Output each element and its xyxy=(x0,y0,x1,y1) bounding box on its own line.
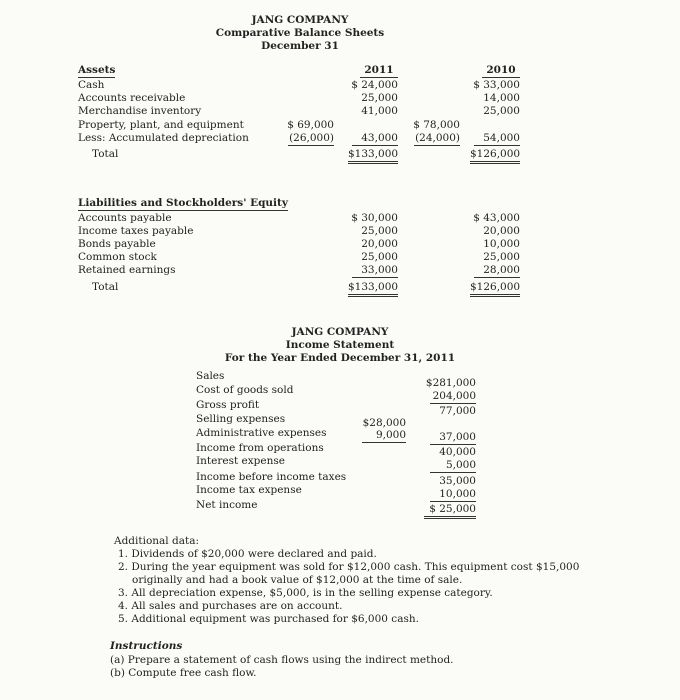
income-label-gross: Gross profit xyxy=(196,399,260,411)
assets-total-label: Total xyxy=(92,148,119,160)
asset-2011-cash: $ 24,000 xyxy=(351,79,398,91)
income-sales: $281,000 xyxy=(425,377,476,389)
asset-label-accum-dep: Less: Accumulated depreciation xyxy=(78,132,249,144)
year-2010-header: 2010 xyxy=(482,64,520,78)
asset-label-ar: Accounts receivable xyxy=(78,92,186,104)
income-label-admin: Administrative expenses xyxy=(196,427,327,439)
asset-2011-ppe-net: 43,000 xyxy=(352,132,398,146)
income-gross: 77,000 xyxy=(439,405,476,417)
income-net: $ 25,000 xyxy=(424,503,476,519)
asset-2010-ar: 14,000 xyxy=(483,92,520,104)
income-operations: 40,000 xyxy=(439,446,476,458)
liability-2010-tax: 20,000 xyxy=(483,225,520,237)
income-interest: 5,000 xyxy=(430,459,476,473)
liability-label-ap: Accounts payable xyxy=(78,212,172,224)
income-company: JANG COMPANY xyxy=(291,326,389,338)
balance-sheet-title: Comparative Balance Sheets xyxy=(215,27,385,39)
income-label-tax: Income tax expense xyxy=(196,484,302,496)
income-label-operations: Income from operations xyxy=(196,442,324,454)
income-label-cogs: Cost of goods sold xyxy=(196,384,294,396)
income-label-net: Net income xyxy=(196,499,258,511)
income-tax: 10,000 xyxy=(430,488,476,502)
asset-2010-cash: $ 33,000 xyxy=(473,79,520,91)
assets-total-2011: $133,000 xyxy=(348,148,398,164)
liability-label-retained: Retained earnings xyxy=(78,264,176,276)
liability-2011-tax: 25,000 xyxy=(361,225,398,237)
asset-2010-ppe: $ 78,000 xyxy=(413,119,460,131)
liabilities-total-2011: $133,000 xyxy=(348,281,398,297)
liability-2010-common: 25,000 xyxy=(483,251,520,263)
asset-label-inventory: Merchandise inventory xyxy=(78,105,202,117)
additional-item-2: 2. During the year equipment was sold for $12,000 cash. This equipment cost $15,000 xyxy=(118,561,580,573)
liability-2011-retained: 33,000 xyxy=(352,264,398,278)
asset-2011-ar: 25,000 xyxy=(361,92,398,104)
liability-2011-common: 25,000 xyxy=(361,251,398,263)
balance-sheet-company: JANG COMPANY xyxy=(251,14,349,26)
asset-label-ppe: Property, plant, and equipment xyxy=(78,119,244,131)
income-total-expenses: 37,000 xyxy=(430,431,476,445)
instruction-b: (b) Compute free cash flow. xyxy=(110,667,257,679)
liabilities-total-2010: $126,000 xyxy=(470,281,520,297)
additional-item-5: 5. Additional equipment was purchased for $6,000 cash. xyxy=(118,613,419,625)
liability-2010-bonds: 10,000 xyxy=(483,238,520,250)
additional-item-2-cont: originally and had a book value of $12,000 at the time of sale. xyxy=(132,574,463,586)
instruction-a: (a) Prepare a statement of cash flows using the indirect method. xyxy=(110,654,454,666)
liabilities-header: Liabilities and Stockholders' Equity xyxy=(78,197,288,209)
asset-2010-inventory: 25,000 xyxy=(483,105,520,117)
liability-label-common: Common stock xyxy=(78,251,157,263)
income-admin: 9,000 xyxy=(362,429,406,443)
liability-2010-ap: $ 43,000 xyxy=(473,212,520,224)
liabilities-total-label: Total xyxy=(92,281,119,293)
additional-header: Additional data: xyxy=(114,535,199,547)
income-label-selling: Selling expenses xyxy=(196,413,286,425)
liability-label-bonds: Bonds payable xyxy=(78,238,156,250)
income-label-interest: Interest expense xyxy=(196,455,285,467)
income-period: For the Year Ended December 31, 2011 xyxy=(224,352,456,364)
liability-2011-bonds: 20,000 xyxy=(361,238,398,250)
asset-2010-ppe-net: 54,000 xyxy=(474,132,520,146)
asset-label-cash: Cash xyxy=(78,79,105,91)
income-title: Income Statement xyxy=(285,339,395,351)
liability-2011-ap: $ 30,000 xyxy=(351,212,398,224)
additional-item-4: 4. All sales and purchases are on account. xyxy=(118,600,343,612)
asset-2010-accum-dep: (24,000) xyxy=(415,132,460,144)
additional-item-3: 3. All depreciation expense, $5,000, is in the selling expense category. xyxy=(118,587,493,599)
income-label-before-tax: Income before income taxes xyxy=(196,471,347,483)
asset-2011-accum-dep: (26,000) xyxy=(289,132,334,144)
assets-total-2010: $126,000 xyxy=(470,148,520,164)
balance-sheet-date: December 31 xyxy=(261,40,339,52)
liability-2010-retained: 28,000 xyxy=(474,264,520,278)
additional-item-1: 1. Dividends of $20,000 were declared and paid. xyxy=(118,548,377,560)
income-selling: $28,000 xyxy=(362,417,406,429)
year-2011-header: 2011 xyxy=(360,64,398,78)
income-label-sales: Sales xyxy=(196,370,225,382)
asset-2011-ppe: $ 69,000 xyxy=(287,119,334,131)
income-cogs: 204,000 xyxy=(430,390,476,404)
asset-2011-inventory: 41,000 xyxy=(361,105,398,117)
instructions-header: Instructions xyxy=(110,640,183,652)
income-before-tax: 35,000 xyxy=(439,475,476,487)
assets-header: Assets xyxy=(78,64,116,76)
liability-label-tax: Income taxes payable xyxy=(78,225,194,237)
